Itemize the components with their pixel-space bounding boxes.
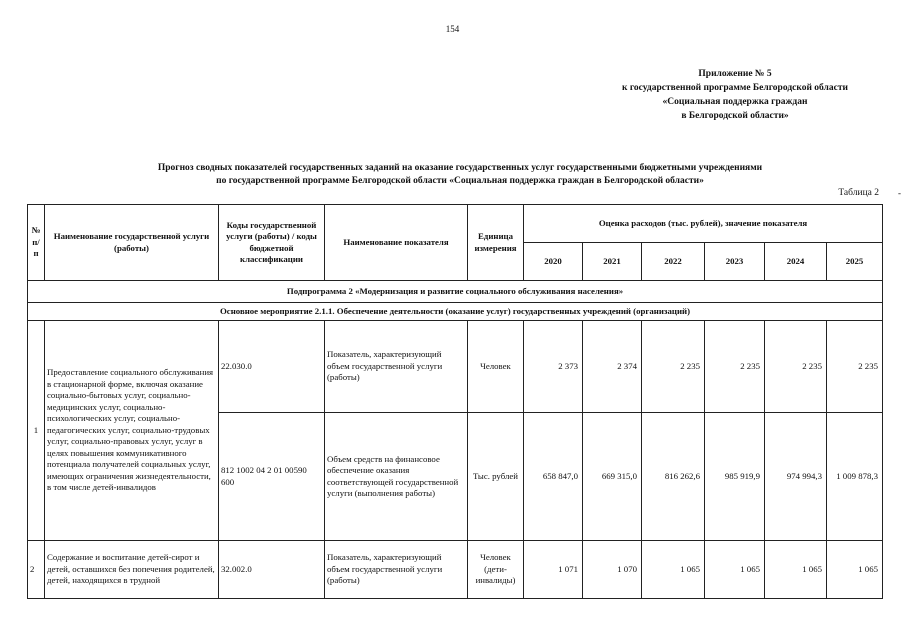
value-cell: 2 235	[765, 321, 827, 413]
header-indicator: Наименование показателя	[325, 205, 468, 281]
header-service: Наименование государственной услуги (работы)	[45, 205, 219, 281]
value-cell: 816 262,6	[642, 413, 705, 541]
value-cell: 1 065	[705, 541, 765, 599]
title-line: Прогноз сводных показателей государственных заданий на оказание государственных услуг государственными бюджетными учреждениями	[157, 163, 763, 173]
header-year: 2020	[524, 243, 583, 281]
header-num: № п/п	[28, 205, 45, 281]
indicator-name: Объем средств на финансовое обеспечение оказания соответствующей государственной услуги (выполнения работы)	[325, 413, 468, 541]
subprogram-row: Подпрограмма 2 «Модернизация и развитие социального обслуживания населения»	[28, 281, 883, 303]
value-cell: 2 235	[827, 321, 883, 413]
unit: Тыс. рублей	[468, 413, 524, 541]
indicator-name: Показатель, характеризующий объем государственной услуги (работы)	[325, 321, 468, 413]
forecast-table	[27, 204, 883, 599]
document-title	[40, 162, 880, 188]
table-row	[28, 541, 883, 599]
unit: Человек (дети-инвалиды)	[468, 541, 524, 599]
value-cell: 2 374	[583, 321, 642, 413]
indicator-name: Показатель, характеризующий объем государственной услуги (работы)	[325, 541, 468, 599]
value-cell: 2 373	[524, 321, 583, 413]
appendix-line: в Белгородской области»	[681, 111, 789, 121]
header-estimate: Оценка расходов (тыс. рублей), значение показателя	[524, 205, 883, 243]
main-event-row: Основное мероприятие 2.1.1. Обеспечение деятельности (оказание услуг) государственных учреждений (организаций)	[28, 303, 883, 321]
title-line: по государственной программе Белгородской области «Социальная поддержка граждан в Белгородской области»	[216, 176, 704, 186]
budget-code: 812 1002 04 2 01 00590 600	[219, 413, 325, 541]
header-year: 2021	[583, 243, 642, 281]
unit: Человек	[468, 321, 524, 413]
value-cell: 1 065	[765, 541, 827, 599]
value-cell: 1 071	[524, 541, 583, 599]
header-year: 2023	[705, 243, 765, 281]
header-year: 2022	[642, 243, 705, 281]
appendix-line: «Социальная поддержка граждан	[662, 97, 808, 107]
value-cell: 658 847,0	[524, 413, 583, 541]
header-year: 2024	[765, 243, 827, 281]
service-name: Содержание и воспитание детей-сирот и детей, оставшихся без попечения родителей, детей, находящихся в трудной	[45, 541, 219, 599]
header-unit: Единица измерения	[468, 205, 524, 281]
value-cell: 974 994,3	[765, 413, 827, 541]
value-cell: 1 070	[583, 541, 642, 599]
value-cell: 1 009 878,3	[827, 413, 883, 541]
service-name: Предоставление социального обслуживания в стационарной форме, включая оказание социально-бытовых услуг, социально-медицинских услуг, социально-психологических услуг, социально-педагогических услуг, социально-трудовых услуг, социально-правовых услуг, услуг в целях повышения коммуникативного потенциала получателей социальных услуг, имеющих ограничения жизнедеятельности, в том числе детей-инвалидов	[45, 321, 219, 541]
header-year: 2025	[827, 243, 883, 281]
header-codes: Коды государственной услуги (работы) / коды бюджетной классификации	[219, 205, 325, 281]
value-cell: 669 315,0	[583, 413, 642, 541]
service-code: 22.030.0	[219, 321, 325, 413]
value-cell: 985 919,9	[705, 413, 765, 541]
row-number: 1	[28, 321, 45, 541]
appendix-header	[560, 67, 905, 123]
value-cell: 1 065	[642, 541, 705, 599]
table-row	[28, 321, 883, 413]
row-number: 2	[28, 541, 45, 599]
table-label: Таблица 2	[838, 188, 879, 198]
value-cell: 2 235	[642, 321, 705, 413]
margin-mark: -	[898, 188, 901, 198]
appendix-line: к государственной программе Белгородской области	[621, 83, 848, 93]
service-code: 32.002.0	[219, 541, 325, 599]
value-cell: 2 235	[705, 321, 765, 413]
page-number: 154	[445, 24, 460, 34]
value-cell: 1 065	[827, 541, 883, 599]
appendix-line: Приложение № 5	[698, 69, 772, 79]
